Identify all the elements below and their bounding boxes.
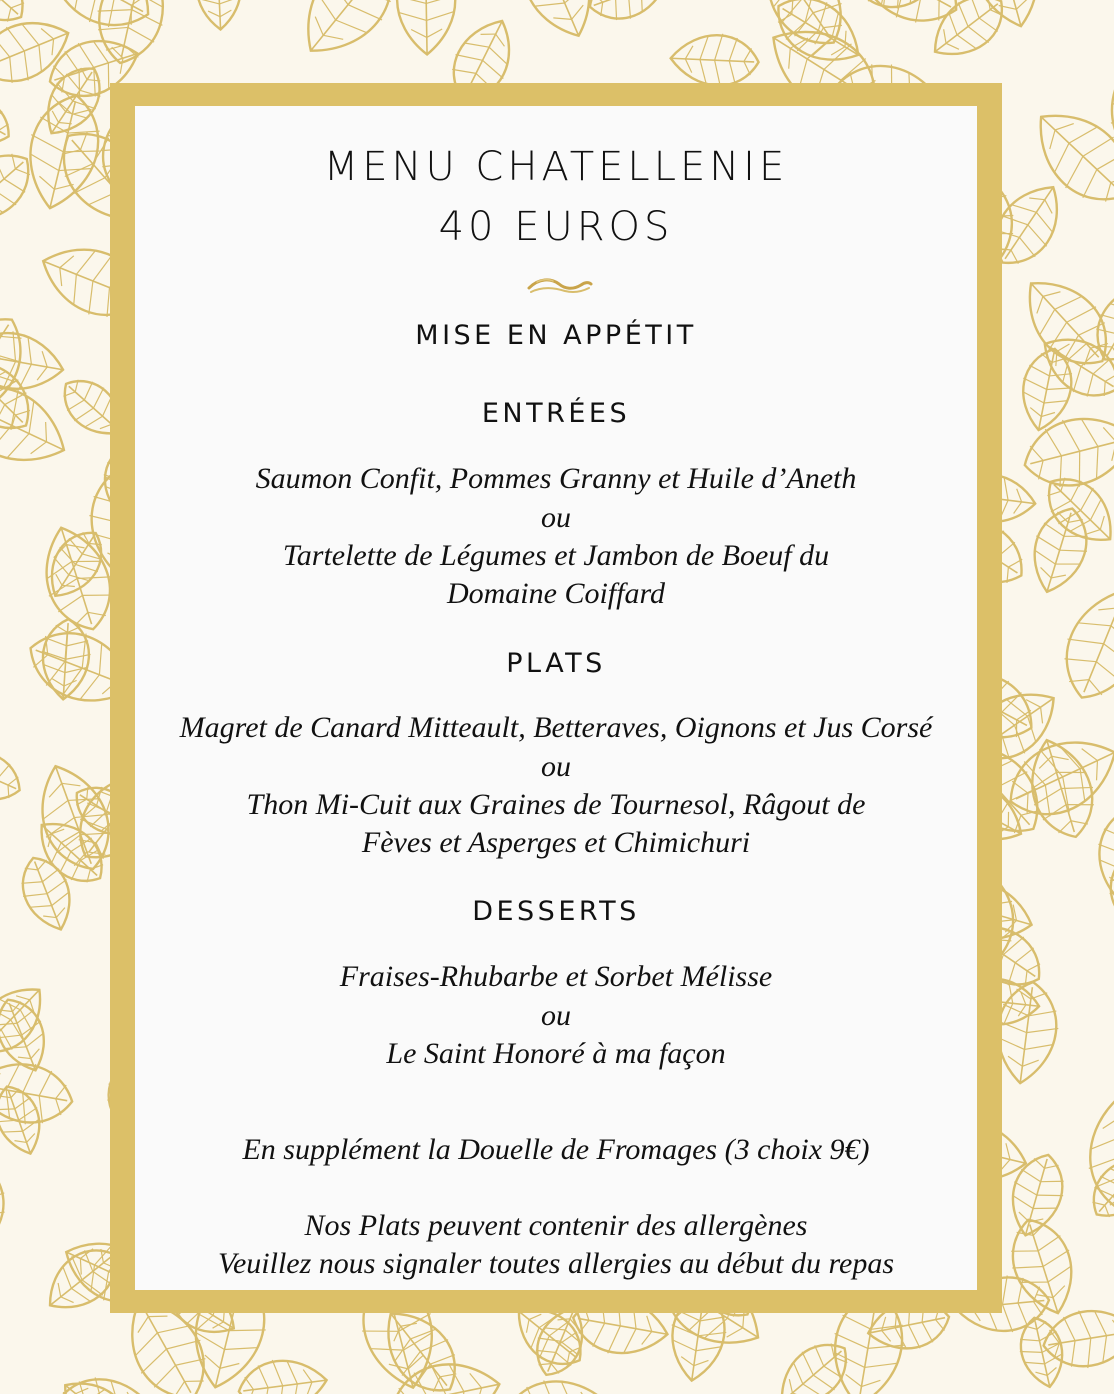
leaf-pattern (0, 300, 42, 440)
leaf-pattern (1080, 1144, 1114, 1230)
leaf-pattern (1039, 1302, 1114, 1374)
leaf-pattern (55, 1377, 151, 1394)
leaf-pattern (1083, 1095, 1114, 1216)
leaf-pattern (500, 1373, 613, 1394)
dish-line: Thon Mi-Cuit aux Graines de Tournesol, Râgout de (246, 788, 866, 821)
allergen-note: Nos Plats peuvent contenir des allergènes (304, 1209, 808, 1242)
leaf-pattern (1001, 1148, 1073, 1242)
leaf-pattern (0, 324, 68, 398)
leaf-pattern (996, 721, 1114, 833)
leaf-pattern (920, 0, 1017, 72)
intro-heading: MISE EN APPÉTIT (415, 320, 697, 351)
dish-line: Fèves et Asperges et Chimichuri (361, 826, 751, 859)
leaf-pattern (855, 0, 945, 15)
leaf-pattern (1000, 1211, 1086, 1322)
leaf-pattern (194, 0, 244, 30)
leaf-pattern (39, 618, 93, 701)
leaf-pattern (31, 0, 164, 45)
section-heading-desserts: DESSERTS (472, 896, 640, 927)
dish-line: Fraises-Rhubarbe et Sorbet Mélisse (339, 960, 773, 993)
gold-swirl-icon (525, 274, 595, 298)
leaf-pattern (1017, 91, 1114, 221)
dish-line: Domaine Coiffard (446, 577, 666, 610)
allergen-note: Veuillez nous signaler toutes allergies au début du repas (217, 1247, 895, 1280)
leaf-pattern (0, 83, 19, 156)
dish-line: Le Saint Honoré à ma façon (386, 1037, 726, 1070)
leaf-pattern (283, 0, 413, 73)
section-heading-entrees: ENTRÉES (481, 398, 631, 429)
leaf-pattern (394, 0, 458, 55)
menu-title: MENU CHATELLENIE (323, 144, 789, 190)
cheese-supplement: En supplément la Douelle de Fromages (3 choix 9€) (242, 1133, 870, 1166)
leaf-pattern (1093, 805, 1114, 905)
leaf-pattern (1049, 577, 1114, 711)
dish-line: Tartelette de Légumes et Jambon de Boeuf du (282, 539, 830, 572)
leaf-pattern (582, 0, 676, 30)
leaf-pattern (0, 650, 2, 749)
leaf-pattern (669, 32, 759, 89)
leaf-pattern (0, 738, 29, 811)
dish-line: Saumon Confit, Pommes Granny et Huile d’Aneth (255, 462, 857, 495)
leaf-pattern (962, 0, 1051, 35)
leaf-pattern (1007, 262, 1114, 383)
separator-ou: ou (541, 750, 571, 783)
leaf-pattern (88, 0, 176, 70)
menu-card (135, 106, 977, 1290)
leaf-pattern (1103, 50, 1114, 169)
separator-ou: ou (541, 999, 571, 1032)
leaf-pattern (507, 0, 609, 48)
leaf-pattern (1031, 322, 1114, 411)
dish-line: Magret de Canard Mitteault, Betteraves, Oignons et Jus Corsé (179, 711, 933, 744)
leaf-pattern (1013, 1313, 1070, 1391)
menu-price: 40 EUROS (438, 204, 674, 250)
leaf-pattern (0, 369, 79, 482)
separator-ou: ou (541, 501, 571, 534)
section-heading-plats: PLATS (506, 648, 606, 679)
